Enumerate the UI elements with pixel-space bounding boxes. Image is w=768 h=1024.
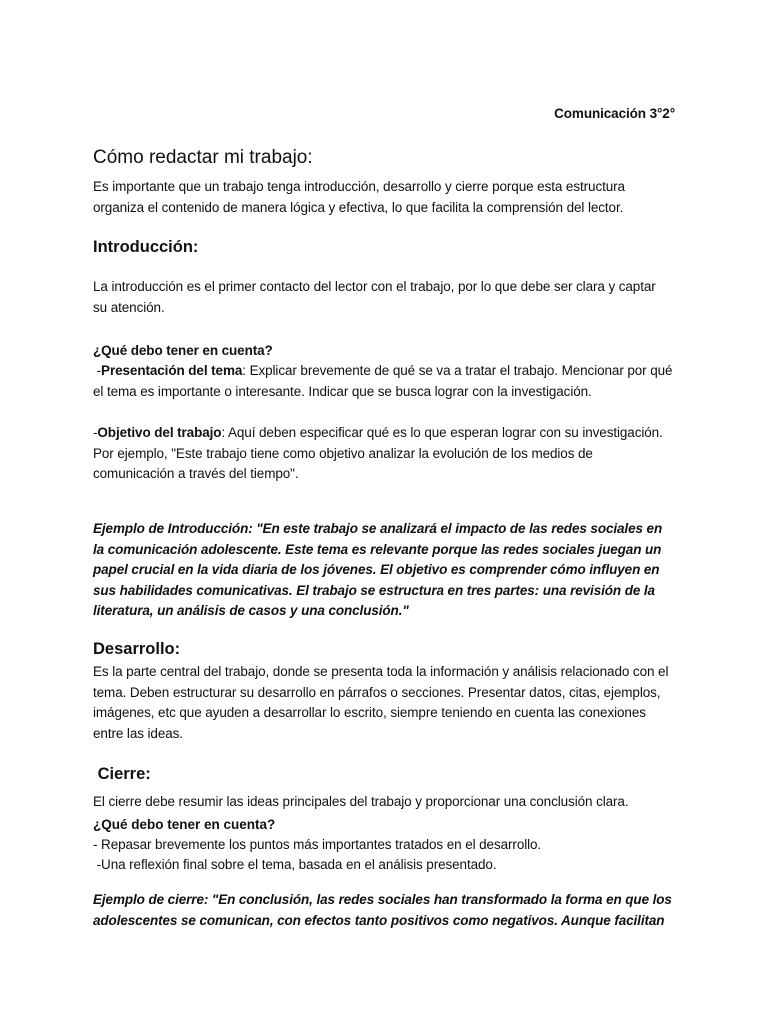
intro-paragraph: Es importante que un trabajo tenga introducción, desarrollo y cierre porque esta estructura organiza el contenido de manera lógica y efectiva, lo que facilita la comprensión del lector. bbox=[93, 179, 625, 215]
cierre-question: ¿Qué debo tener en cuenta? bbox=[93, 817, 276, 832]
cierre-heading: Cierre: bbox=[93, 765, 151, 783]
item-prefix: - bbox=[93, 363, 102, 378]
page-title: Cómo redactar mi trabajo: bbox=[93, 147, 313, 168]
introduccion-paragraph: La introducción es el primer contacto del lector con el trabajo, por lo que debe ser clara y captar su atención. bbox=[93, 279, 656, 315]
course-header: Comunicación 3°2° bbox=[554, 106, 675, 121]
cierre-item-reflexion: -Una reflexión final sobre el tema, basada en el análisis presentado. bbox=[93, 857, 497, 872]
item-text-objetivo: : Aquí deben especificar qué es lo que esperan lograr con su investigación. Por ejemplo, "Este trabajo tiene como objetivo analizar la evolución de los medios de comunicación a través del tiempo". bbox=[93, 425, 663, 481]
introduccion-example: Ejemplo de Introducción: "En este trabajo se analizará el impacto de las redes sociales en la comunicación adolescente. Este tema es relevante porque las redes sociales juegan un papel crucial en la vida diaria de los jóvenes. El objetivo es comprender cómo influyen en sus habilidades comunicativas. El trabajo se estructura en tres partes: una revisión de la literatura, un análisis de casos y una conclusión." bbox=[93, 521, 663, 618]
cierre-example: Ejemplo de cierre: "En conclusión, las redes sociales han transformado la forma en que los adolescentes se comunican, con efectos tanto positivos como negativos. Aunque facilitan bbox=[93, 892, 672, 928]
item-prefix: - bbox=[93, 425, 98, 440]
item-text-presentacion: : Explicar brevemente de qué se va a tratar el trabajo. Mencionar por qué el tema es importante o interesante. Indicar que se busca lograr con la investigación. bbox=[93, 363, 673, 399]
introduccion-question: ¿Qué debo tener en cuenta? bbox=[93, 343, 273, 358]
desarrollo-heading: Desarrollo: bbox=[93, 640, 181, 658]
desarrollo-paragraph: Es la parte central del trabajo, donde se presenta toda la información y análisis relacionado con el tema. Deben estructurar su desarrollo en párrafos o secciones. Presentar datos, citas, ejemplos, imágenes, etc que ayuden a desarrollar lo escrito, siempre teniendo en cuenta las conexiones entre las ideas. bbox=[93, 664, 669, 741]
introduccion-item-presentacion bbox=[93, 361, 673, 402]
cierre-item-repasar: - Repasar brevemente los puntos más importantes tratados en el desarrollo. bbox=[93, 837, 542, 852]
item-label-presentacion: Presentación del tema bbox=[101, 363, 243, 378]
introduccion-item-objetivo bbox=[93, 423, 673, 485]
item-label-objetivo: Objetivo del trabajo bbox=[97, 425, 222, 440]
cierre-paragraph: El cierre debe resumir las ideas principales del trabajo y proporcionar una conclusión clara. bbox=[93, 794, 629, 809]
introduccion-heading: Introducción: bbox=[93, 238, 199, 256]
